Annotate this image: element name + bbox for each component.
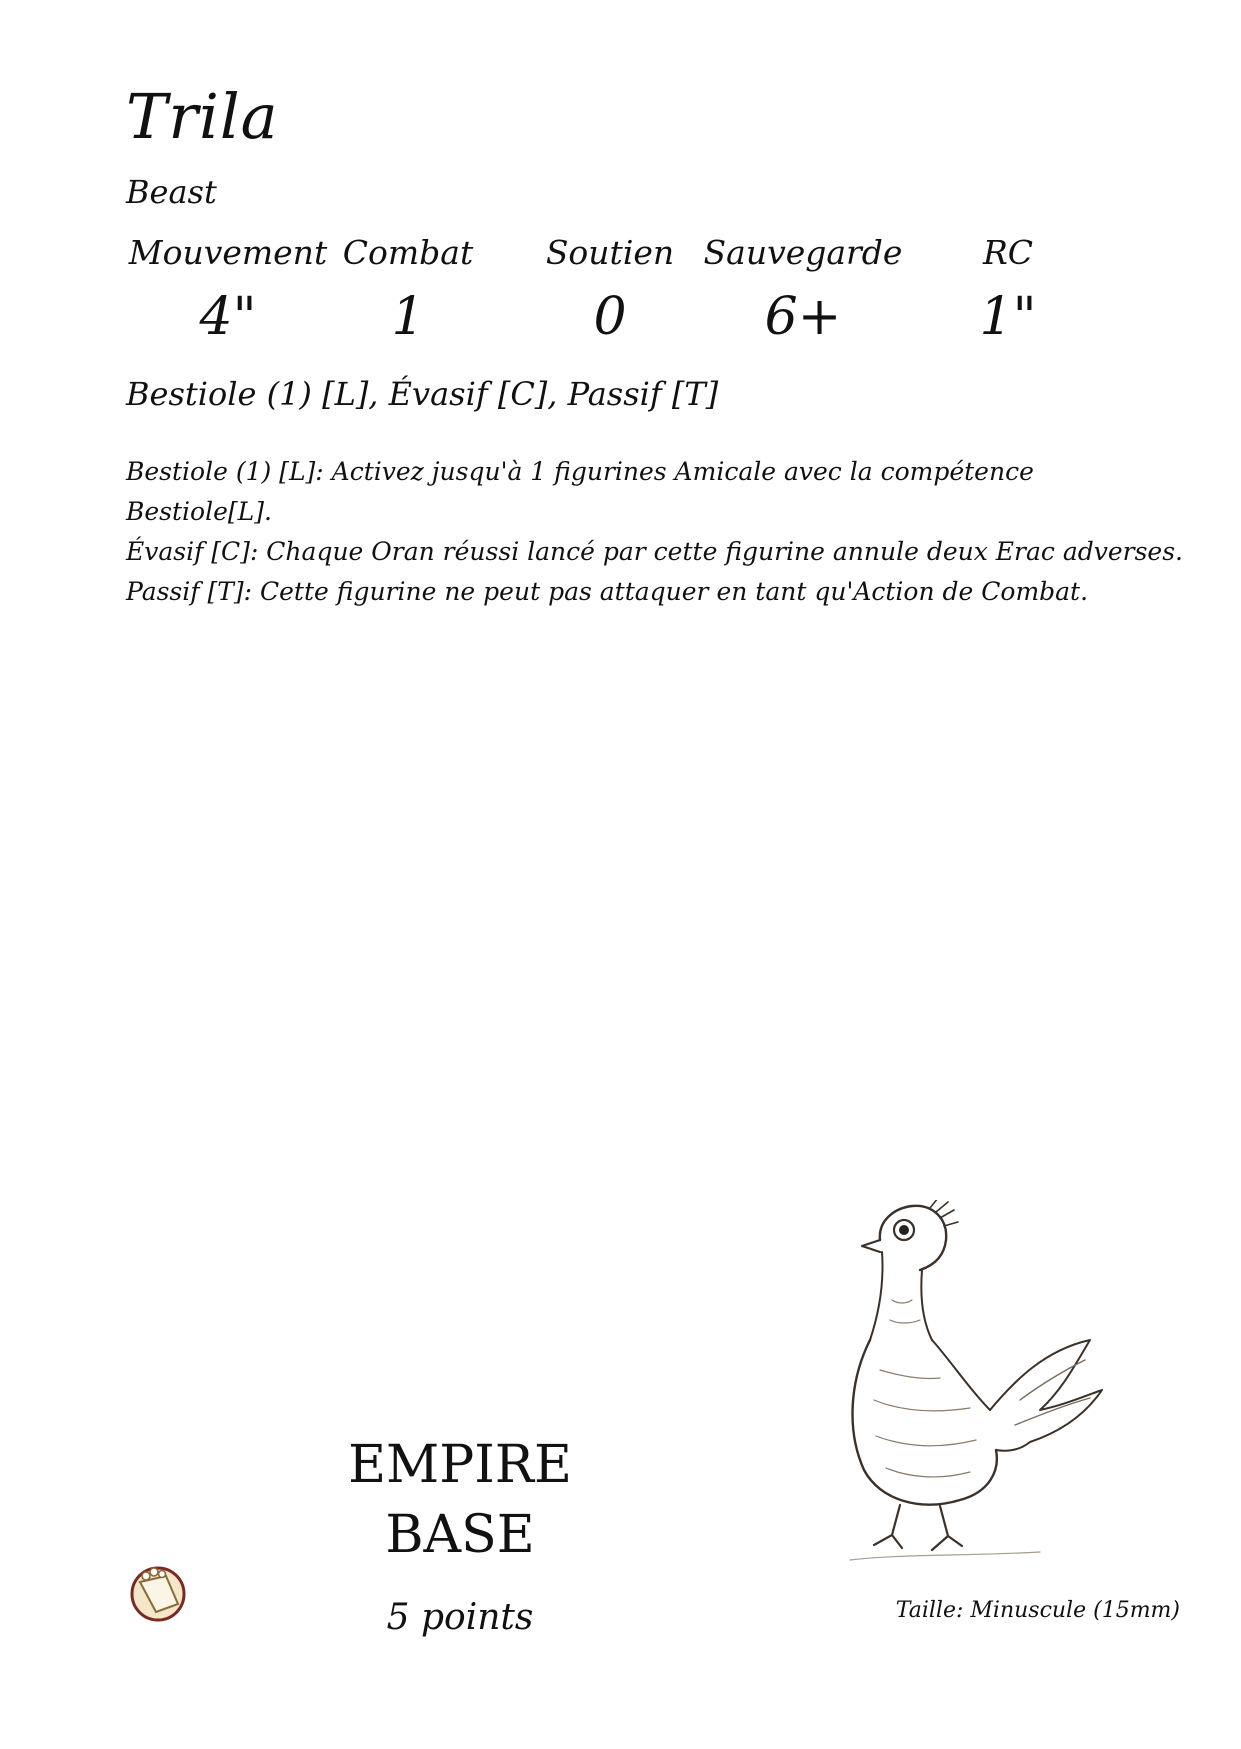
rules-block <box>126 452 1184 612</box>
stat-label: Mouvement <box>128 233 328 272</box>
stat-label: RC <box>982 233 1034 272</box>
stats-row <box>118 233 1108 347</box>
rule-line: Bestiole[L]. <box>126 497 272 526</box>
points-cost: 5 points <box>386 1597 534 1638</box>
keywords-line: Bestiole (1) [L], Évasif [C], Passif [T] <box>126 375 719 413</box>
stat-rc <box>898 233 1118 347</box>
rule-line: Passif [T]: Cette figurine ne peut pas attaquer en tant qu'Action de Combat. <box>126 577 1089 606</box>
faction-line-1: EMPIRE <box>348 1435 572 1495</box>
faction-label <box>300 1430 620 1570</box>
stat-value: 1" <box>979 287 1037 347</box>
faction-badge-icon <box>126 1560 190 1624</box>
faction-line-2: BASE <box>385 1505 535 1565</box>
bird-creature-sketch <box>840 1200 1130 1580</box>
stat-label: Combat <box>342 233 474 272</box>
rule-line: Évasif [C]: Chaque Oran réussi lancé par cette figurine annule deux Erac adverses. <box>126 537 1184 566</box>
stat-soutien <box>500 233 720 347</box>
card-title: Trila <box>126 80 279 153</box>
stat-sauvegarde <box>693 233 913 347</box>
stat-label: Soutien <box>545 233 675 272</box>
stat-value: 4" <box>199 287 257 347</box>
card-type: Beast <box>126 173 217 211</box>
stat-value: 6+ <box>764 287 842 347</box>
stat-combat <box>298 233 518 347</box>
rule-line: Bestiole (1) [L]: Activez jusqu'à 1 figurines Amicale avec la compétence <box>126 457 1034 486</box>
stat-value: 0 <box>593 287 627 347</box>
size-label: Taille: Minuscule (15mm) <box>895 1598 1180 1623</box>
stat-value: 1 <box>391 287 425 347</box>
stat-label: Sauvegarde <box>703 233 903 272</box>
